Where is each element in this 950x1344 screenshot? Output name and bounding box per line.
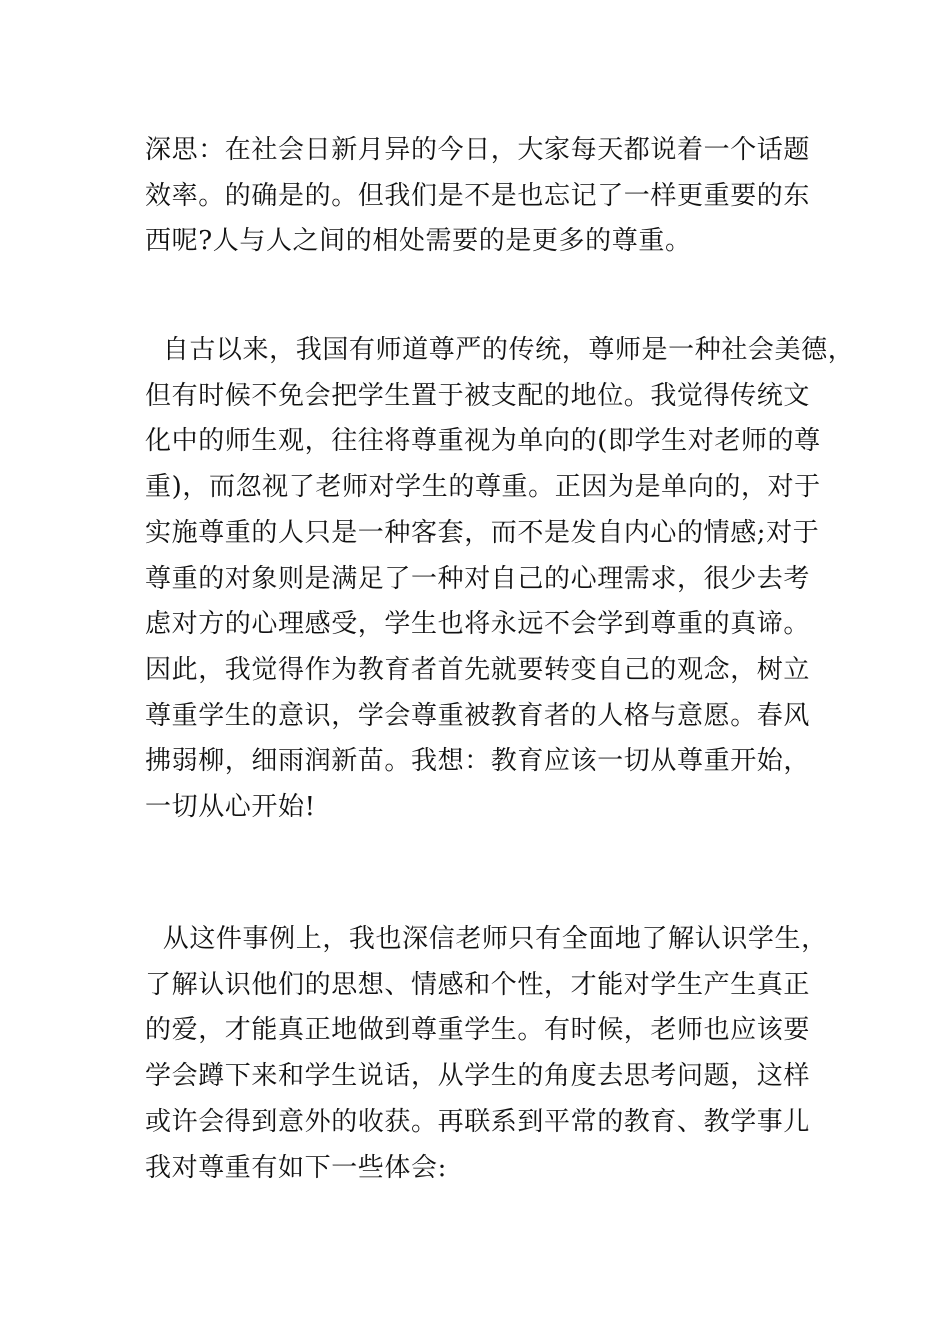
text-line: 或许会得到意外的收获。再联系到平常的教育、教学事儿 bbox=[145, 1106, 811, 1137]
text-line: 了解认识他们的思想、情感和个性，才能对学生产生真正 bbox=[145, 969, 811, 1000]
text-line: 尊重学生的意识，学会尊重被教育者的人格与意愿。春风 bbox=[145, 700, 811, 731]
paragraph-teacher-tradition bbox=[145, 328, 855, 831]
text-line: 的爱，才能真正地做到尊重学生。有时候，老师也应该要 bbox=[145, 1015, 811, 1046]
text-line: 深思：在社会日新月异的今日，大家每天都说着一个话题 bbox=[145, 135, 811, 165]
text-line: 重)，而忽视了老师对学生的尊重。正因为是单向的，对于 bbox=[145, 472, 821, 503]
text-line: 但有时候不免会把学生置于被支配的地位。我觉得传统文 bbox=[145, 380, 811, 411]
text-line: 我对尊重有如下一些体会: bbox=[145, 1152, 447, 1183]
text-line: 从这件事例上，我也深信老师只有全面地了解认识学生， bbox=[145, 924, 828, 954]
text-line: 实施尊重的人只是一种客套，而不是发自内心的情感;对于 bbox=[145, 517, 820, 548]
text-line: 尊重的对象则是满足了一种对自己的心理需求，很少去考 bbox=[145, 563, 811, 594]
text-line: 西呢?人与人之间的相处需要的是更多的尊重。 bbox=[145, 226, 692, 257]
text-line: 一切从心开始! bbox=[145, 792, 316, 823]
text-line: 虑对方的心理感受，学生也将永远不会学到尊重的真谛。 bbox=[145, 609, 811, 640]
paragraph-efficiency-respect bbox=[145, 128, 825, 265]
text-line: 自古以来，我国有师道尊严的传统，尊师是一种社会美德， bbox=[145, 335, 855, 365]
text-line: 因此，我觉得作为教育者首先就要转变自己的观念，树立 bbox=[145, 654, 811, 685]
text-line: 拂弱柳，细雨润新苗。我想：教育应该一切从尊重开始， bbox=[145, 746, 811, 777]
text-line: 效率。的确是的。但我们是不是也忘记了一样更重要的东 bbox=[145, 180, 811, 211]
paragraph-understanding-students bbox=[145, 917, 828, 1191]
text-line: 化中的师生观，往往将尊重视为单向的(即学生对老师的尊 bbox=[145, 426, 821, 457]
text-line: 学会蹲下来和学生说话，从学生的角度去思考问题，这样 bbox=[145, 1061, 811, 1092]
